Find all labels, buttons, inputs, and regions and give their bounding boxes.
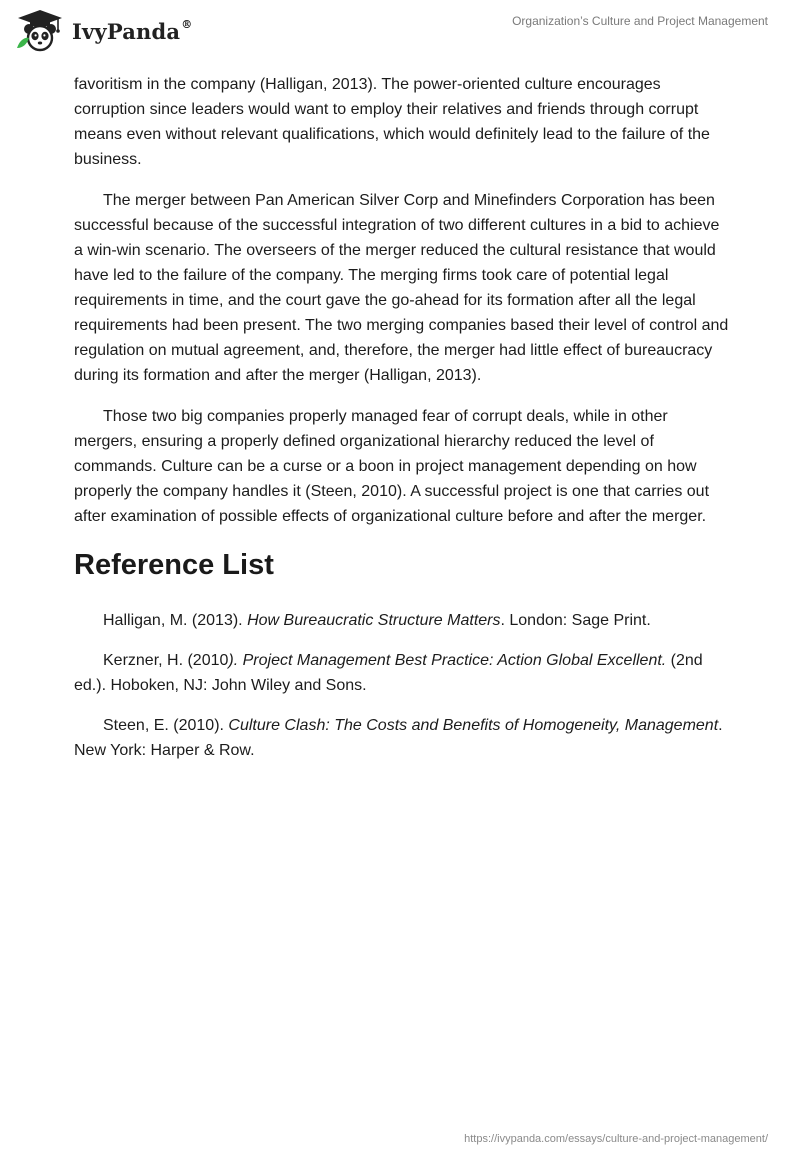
reference-publisher: . London: Sage Print.: [500, 612, 651, 629]
reference-list-heading: Reference List: [74, 549, 274, 581]
reference-title: Culture Clash: The Costs and Benefits of Homogeneity, Management: [228, 717, 719, 734]
registered-mark: ®: [181, 17, 193, 31]
reference-title: ). Project Management Best Practice: Action Global Excellent.: [228, 652, 667, 669]
reference-authors: Steen, E. (2010).: [103, 717, 229, 734]
reference-item: [74, 648, 729, 698]
reference-authors: Kerzner, H. (2010: [103, 652, 229, 669]
reference-publisher: (2nd ed.). Hoboken, NJ: John Wiley and Sons.: [74, 652, 703, 694]
reference-authors: Halligan, M. (2013).: [103, 612, 248, 629]
reference-title: How Bureaucratic Structure Matters: [247, 612, 501, 629]
body-paragraph: favoritism in the company (Halligan, 2013). The power-oriented culture encourages corruption since leaders would want to employ their relatives and friends through corrupt means even without relevant qualifications, which would definitely lead to the failure of the business.: [74, 76, 710, 168]
reference-item: [74, 608, 729, 633]
essay-content: [74, 72, 729, 778]
reference-item: [74, 713, 729, 763]
page-header: [0, 0, 800, 60]
body-paragraph: The merger between Pan American Silver Corp and Minefinders Corporation has been successful because of the successful integration of two different cultures in a bid to achieve a win-win scenario. The overseers of the merger reduced the cultural resistance that would have led to the failure of the company. The merging firms took care of potential legal requirements in time, and the court gave the go-ahead for its formation after all the legal requirements had been present. The two merging companies based their level of control and regulation on mutual agreement, and, therefore, the merger had little effect of bureaucracy during its formation and after the merger (Halligan, 2013).: [74, 192, 729, 384]
body-paragraph: Those two big companies properly managed fear of corrupt deals, while in other mergers, ensuring a properly defined organizational hierarchy reduced the level of commands. Culture can be a curse or a boon in project management depending on how properly the company handles it (Steen, 2010). A successful project is one that carries out after examination of possible effects of organizational culture before and after the merger.: [74, 408, 710, 525]
source-url[interactable]: https://ivypanda.com/essays/culture-and-project-management/: [464, 1133, 768, 1145]
brand-name: IvyPanda®: [72, 17, 193, 44]
reference-publisher: . New York: Harper & Row.: [74, 717, 723, 759]
document-title: Organization’s Culture and Project Management: [512, 14, 768, 28]
panda-graduate-logo-icon: [14, 8, 66, 52]
brand-logo[interactable]: [14, 8, 192, 52]
